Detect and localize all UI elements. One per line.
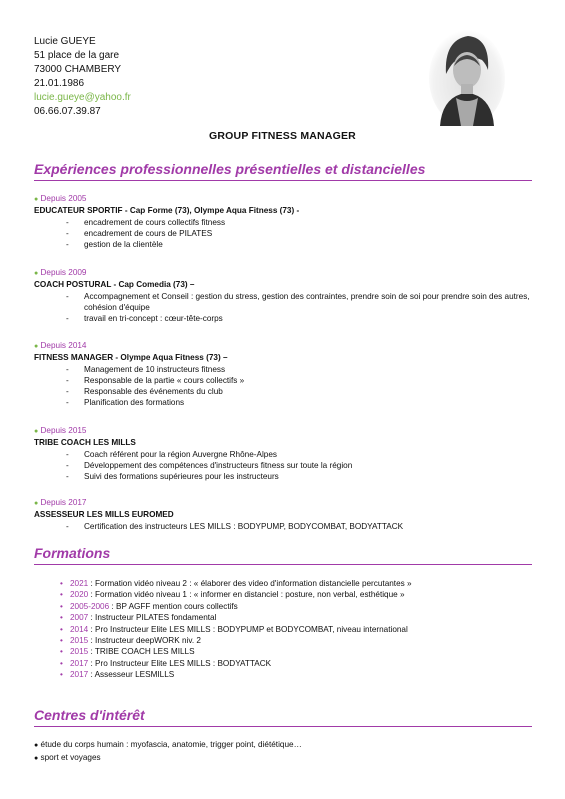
experience-item — [34, 497, 534, 532]
experience-task: - Responsable des événements du club — [66, 386, 534, 397]
contact-birthdate: 21.01.1986 — [34, 78, 85, 89]
experience-task: - Certification des instructeurs LES MILLS : BODYPUMP, BODYCOMBAT, BODYATTACK — [66, 521, 534, 532]
formation-year: 2014 — [70, 624, 89, 634]
contact-name: Lucie GUEYE — [34, 36, 96, 47]
interest-text: étude du corps humain : myofascia, anatomie, trigger point, diététique… — [40, 740, 302, 749]
job-title: GROUP FITNESS MANAGER — [209, 130, 356, 142]
contact-address-line1: 51 place de la gare — [34, 50, 120, 61]
formation-text: : TRIBE COACH LES MILLS — [88, 647, 195, 657]
contact-block — [34, 35, 131, 119]
formation-year: 2007 — [70, 613, 89, 623]
list-item — [34, 752, 302, 765]
experience-task: - Responsable de la partie « cours collectifs » — [66, 375, 534, 386]
list-item — [60, 612, 530, 623]
formations-list — [60, 578, 530, 681]
formation-text: : Instructeur PILATES fondamental — [88, 613, 217, 623]
list-item — [60, 658, 530, 669]
experience-item — [34, 267, 534, 324]
experience-date: Depuis 2005 — [40, 194, 87, 203]
bullet-icon: ● — [34, 196, 39, 203]
formation-text: : Assesseur LESMILLS — [88, 670, 175, 680]
list-item — [60, 646, 530, 657]
formation-year: 2005-2006 — [70, 601, 110, 611]
experience-item — [34, 193, 534, 250]
formation-year: 2020 — [70, 590, 89, 600]
profile-photo — [428, 26, 506, 126]
experience-task: - travail en tri-concept : cœur-tête-corps — [66, 313, 534, 324]
formation-year: 2017 — [70, 670, 89, 680]
formation-text: : Formation vidéo niveau 1 : « informer en distanciel : posture, non verbal, esthétique » — [88, 590, 405, 600]
experience-role: ASSESSEUR LES MILLS EUROMED — [34, 510, 174, 520]
formation-text: : Pro Instructeur Elite LES MILLS : BODYATTACK — [88, 658, 272, 668]
bullet-icon: ● — [34, 428, 39, 435]
formation-year: 2015 — [70, 647, 89, 657]
experience-task: - Suivi des formations supérieures pour les instructeurs — [66, 471, 534, 482]
section-divider — [34, 564, 532, 565]
experience-task: - encadrement de cours de PILATES — [66, 228, 534, 239]
contact-phone: 06.66.07.39.87 — [34, 106, 101, 117]
experience-role: COACH POSTURAL — [34, 280, 112, 290]
formation-year: 2015 — [70, 636, 89, 646]
experience-task: - Accompagnement et Conseil : gestion du stress, gestion des contraintes, prendre soin de soi pour prendre soin des autres, cohésion d'équipe — [66, 291, 534, 314]
section-divider — [34, 180, 532, 181]
formation-text: : BP AGFF mention cours collectifs — [109, 601, 238, 611]
contact-email-link[interactable]: lucie.gueye@yahoo.fr — [34, 92, 131, 103]
experience-org: - Olympe Aqua Fitness (73) – — [113, 353, 228, 363]
experience-task: - Management de 10 instructeurs fitness — [66, 364, 534, 375]
formation-text: : Instructeur deepWORK niv. 2 — [88, 636, 201, 646]
experience-org: - Cap Comedia (73) – — [111, 280, 195, 290]
experience-date: Depuis 2017 — [40, 498, 87, 507]
experience-role: TRIBE COACH LES MILLS — [34, 438, 136, 448]
experience-role: EDUCATEUR SPORTIF — [34, 206, 123, 216]
experience-date: Depuis 2009 — [40, 268, 87, 277]
formation-year: 2021 — [70, 579, 89, 588]
section-title-interests: Centres d'intérêt — [34, 707, 145, 723]
section-title-experience: Expériences professionnelles présentielles et distancielles — [34, 161, 426, 177]
experience-item — [34, 425, 534, 482]
formation-text: : Formation vidéo niveau 2 : « élaborer des video d'information distancielle percutantes » — [88, 579, 412, 588]
experience-task: - encadrement de cours collectifs fitness — [66, 217, 534, 228]
bullet-icon: ● — [34, 742, 39, 749]
bullet-icon: ● — [34, 754, 39, 762]
list-item — [34, 739, 302, 752]
list-item — [60, 578, 530, 589]
bullet-icon: ● — [34, 270, 39, 277]
list-item — [60, 635, 530, 646]
experience-task: - Développement des compétences d'instructeurs fitness sur toute la région — [66, 460, 534, 471]
experience-item — [34, 340, 534, 409]
formation-text: : Pro Instructeur Elite LES MILLS : BODYPUMP et BODYCOMBAT, niveau international — [88, 624, 408, 634]
experience-org: - Cap Forme (73), Olympe Aqua Fitness (73) - — [122, 206, 300, 216]
list-item — [60, 669, 530, 680]
experience-task: - Planification des formations — [66, 397, 534, 408]
interest-text: sport et voyages — [40, 752, 101, 762]
experience-task: - gestion de la clientèle — [66, 239, 534, 250]
section-title-formations: Formations — [34, 545, 111, 561]
experience-date: Depuis 2015 — [40, 426, 87, 435]
interests-list — [34, 739, 302, 764]
experience-date: Depuis 2014 — [40, 341, 87, 350]
formation-year: 2017 — [70, 658, 89, 668]
bullet-icon: ● — [34, 500, 39, 507]
list-item — [60, 601, 530, 612]
experience-role: FITNESS MANAGER — [34, 353, 114, 363]
list-item — [60, 589, 530, 600]
list-item — [60, 624, 530, 635]
experience-task: - Coach référent pour la région Auvergne Rhône-Alpes — [66, 449, 534, 460]
contact-address-line2: 73000 CHAMBERY — [34, 64, 122, 75]
section-divider — [34, 726, 532, 727]
bullet-icon: ● — [34, 343, 39, 350]
